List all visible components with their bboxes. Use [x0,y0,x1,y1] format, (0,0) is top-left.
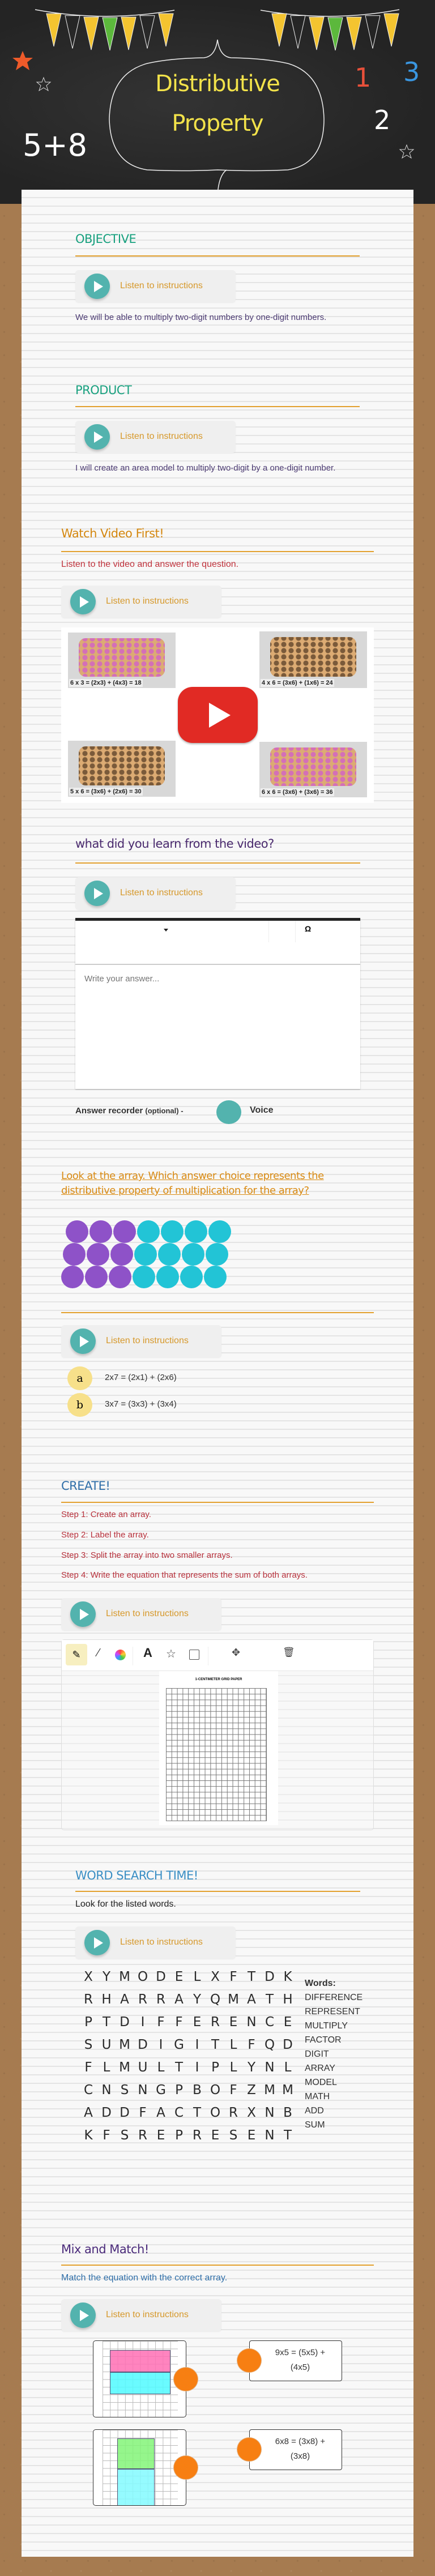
word-search-letter[interactable]: I [195,2037,199,2052]
panel-equation: 4 x 6 = (3x6) + (1x6) = 24 [262,680,333,686]
word-search-letter[interactable]: R [229,2105,238,2120]
word-search-letter[interactable]: F [248,2037,255,2052]
pencil-tool-icon[interactable]: ✎ [66,1644,87,1665]
word-search-letter[interactable]: T [193,2105,202,2120]
word-search-letter[interactable]: A [120,1992,129,2007]
listen-label: Listen to instructions [120,888,203,898]
word-search-letter[interactable]: G [174,2037,184,2052]
listen-label: Listen to instructions [120,281,203,291]
word-search-heading: WORD SEARCH TIME! [75,1869,198,1882]
word-search-letter[interactable]: P [175,2128,183,2143]
youtube-play-icon[interactable] [178,687,258,743]
create-heading: CREATE! [61,1479,110,1493]
array-counter [66,1220,88,1243]
word-search-letter[interactable]: U [101,2037,112,2052]
words-label: Words: [305,1979,336,1988]
word-search-row [79,2015,297,2032]
bunting-flag [46,14,61,46]
array-counter [156,1266,179,1288]
toolbar-divider [268,921,269,942]
equation-card-1[interactable] [249,2340,342,2381]
array-counter [182,1243,204,1266]
equation-text: 9x5 = (5x5) + (4x5) [275,2348,326,2372]
word-search-letter[interactable]: S [229,2128,238,2143]
word-search-letter[interactable]: X [247,2105,256,2120]
word-search-letter[interactable]: S [120,2128,129,2143]
word-search-row [79,2083,297,2100]
word-search-letter[interactable]: F [84,2060,92,2075]
font-dropdown-caret-icon[interactable] [164,929,168,932]
word-search-letter[interactable]: L [284,2060,292,2075]
word-search-letter[interactable]: D [156,1970,166,1984]
star-icon [12,51,33,70]
step-3: Step 3: Split the array into two smaller arrays. [61,1550,233,1560]
word-search-letter[interactable]: R [211,2015,220,2030]
word-search-letter[interactable]: D [120,2105,130,2120]
word-search-letter[interactable]: D [265,1970,275,1984]
word-search-letter[interactable]: N [246,2015,257,2030]
green-region [117,2438,155,2469]
word-search-row [79,2037,297,2054]
array-counter [110,1243,133,1266]
word-search-letter[interactable]: O [137,1970,148,1984]
word-search-letter[interactable]: R [193,2128,202,2143]
image-insert-icon[interactable] [189,1650,199,1660]
word-search-letter[interactable]: I [140,2015,145,2030]
word-search-letter[interactable]: E [193,2015,202,2030]
word-search-letter[interactable]: K [283,1970,292,1984]
listen-button[interactable] [61,2299,221,2331]
listen-label: Listen to instructions [106,596,189,606]
video-player[interactable] [61,627,374,803]
header-banner [0,0,435,204]
objective-heading: OBJECTIVE [75,232,137,246]
listen-label: Listen to instructions [120,432,203,441]
play-icon [70,589,96,614]
play-icon [84,274,110,299]
option-a-bubble[interactable]: a [67,1366,92,1390]
word-search-letter[interactable]: U [138,2060,148,2075]
word-search-letter[interactable]: P [84,2015,92,2030]
word-search-row [79,2060,297,2077]
divider [75,862,360,864]
play-icon [70,1328,96,1354]
text-tool-icon[interactable]: A [143,1646,152,1660]
word-search-instruction: Look for the listed words. [75,1899,176,1909]
word-search-row [79,2128,297,2145]
word-list-item: ARRAY [305,2064,335,2073]
word-search-letter[interactable]: M [264,2083,275,2097]
recorder-optional: (optional) - [145,1107,184,1115]
bunting-flag [309,17,324,50]
panel-equation: 5 x 6 = (3x6) + (2x6) = 30 [70,788,142,795]
toolbar-divider [295,921,296,942]
word-search-letter[interactable]: F [139,2105,147,2120]
drawing-toolbar [62,1640,373,1671]
array-counter [89,1220,112,1243]
word-search-letter[interactable]: D [138,2037,148,2052]
play-icon [84,1930,110,1955]
play-icon [70,1601,96,1627]
video-panel [259,742,367,797]
step-4: Step 4: Write the equation that represents the sum of both arrays. [61,1570,308,1580]
word-search-row [79,2105,297,2122]
decor-number-3: 3 [403,57,420,87]
play-icon [70,2302,96,2328]
word-search-letter[interactable]: E [283,2015,292,2030]
answer-input[interactable] [75,966,360,1089]
array-counter [158,1243,181,1266]
word-search-letter[interactable]: P [211,2060,219,2075]
word-search-letter[interactable]: A [247,1992,256,2007]
word-search-letter[interactable]: L [193,1970,201,1984]
bunting-flag [84,17,99,50]
word-search-letter[interactable]: I [195,2060,199,2075]
bunting-flag [365,16,380,49]
word-search-letter[interactable]: T [174,2060,184,2075]
word-search-letter[interactable]: E [211,2128,220,2143]
drawing-canvas[interactable] [61,1639,374,1830]
special-character-button[interactable]: Ω [305,924,312,933]
star-outline-icon [400,145,413,158]
word-search-letter[interactable]: R [138,1992,147,2007]
option-a-text[interactable]: 2x7 = (2x1) + (2x6) [105,1373,177,1382]
word-search-letter[interactable]: L [157,2060,165,2075]
cyan-region [117,2469,155,2506]
word-search-letter[interactable]: N [265,2105,275,2120]
cyan-region [110,2372,170,2394]
word-search-letter[interactable]: T [265,1992,274,2007]
word-search-letter[interactable]: M [228,1992,239,2007]
grid-paper-image [159,1671,278,1825]
array-counter [204,1266,227,1288]
word-search-letter[interactable]: Y [102,1970,111,1984]
move-tool-icon[interactable]: ✥ [232,1647,241,1658]
array-counter [133,1266,155,1288]
word-search-letter[interactable]: P [175,2083,183,2097]
panel-equation: 6 x 6 = (3x6) + (3x6) = 36 [262,789,333,796]
editor-toolbar [75,921,360,965]
array-counter [85,1266,108,1288]
word-search-letter[interactable]: N [101,2083,112,2097]
array-counter [180,1266,203,1288]
listen-label: Listen to instructions [106,1336,189,1345]
title-line-1: Distributive [155,71,280,97]
array-counter [63,1243,86,1266]
word-search-letter[interactable]: H [101,1992,112,2007]
word-search-letter[interactable]: A [174,1992,184,2007]
star-stamp-icon[interactable]: ☆ [166,1648,176,1660]
voice-record-button[interactable] [216,1100,241,1124]
product-text: I will create an area model to multiply two-digit by a one-digit number. [75,463,336,473]
word-search-letter[interactable]: M [119,2060,130,2075]
word-search-letter[interactable]: H [283,1992,293,2007]
video-instruction: Listen to the video and answer the question. [61,559,239,569]
bunting-flag [103,18,117,50]
grid-lines [166,1688,267,1821]
bunting-decoration [0,0,435,204]
video-heading: Watch Video First! [61,527,164,540]
bunting-flag [65,16,80,49]
option-b-text[interactable]: 3x7 = (3x3) + (3x4) [105,1399,177,1409]
listen-button[interactable] [61,1598,221,1630]
bunting-flag [140,16,155,49]
match-connector-dot[interactable] [237,2437,262,2462]
divider [75,255,360,257]
word-search-letter[interactable]: T [247,1970,256,1984]
recorder-label-text: Answer recorder [75,1106,143,1116]
divider [75,1891,360,1892]
word-search-letter[interactable]: D [120,2015,130,2030]
word-list-item: SUM [305,2120,325,2130]
mix-match-heading: Mix and Match! [61,2242,149,2256]
array-counter [134,1243,157,1266]
bunting-flag [384,14,399,46]
word-search-letter[interactable]: D [101,2105,112,2120]
word-list-item: MATH [305,2092,330,2101]
word-search-letter[interactable]: F [157,2015,165,2030]
array-question-heading: Look at the array. Which answer choice represents the distributive property of multiplication for the array? [61,1170,324,1197]
word-search-letter[interactable]: F [229,2083,237,2097]
word-search-letter[interactable]: S [120,2083,129,2097]
array-card-2[interactable] [93,2429,186,2506]
bunting-flag [121,17,136,50]
word-search-letter[interactable]: K [84,2128,93,2143]
array-counter [87,1243,109,1266]
word-search-letter[interactable]: X [84,1970,93,1984]
option-b-bubble[interactable]: b [67,1393,92,1417]
listen-button[interactable] [61,586,221,618]
word-search-letter[interactable]: R [84,1992,93,2007]
bunting-flag [328,18,343,50]
word-search-letter[interactable]: Q [264,2037,275,2052]
product-heading: PRODUCT [75,383,132,397]
counter-array-image [61,1220,231,1287]
match-connector-dot[interactable] [173,2455,198,2480]
listen-button[interactable] [61,1325,221,1357]
word-list-item: DIFFERENCE [305,1993,363,2002]
mix-match-instruction: Match the equation with the correct array. [61,2273,228,2283]
word-search-letter[interactable]: O [210,2105,221,2120]
voice-label: Voice [250,1105,274,1115]
word-search-letter[interactable]: M [119,1970,130,1984]
brush-tool-icon[interactable]: ⁄ [97,1647,100,1659]
word-search-letter[interactable]: N [265,2128,275,2143]
word-search-letter[interactable]: O [210,2083,221,2097]
learn-heading: what did you learn from the video? [75,837,274,851]
word-search-letter[interactable]: E [156,2128,165,2143]
word-list-item: DIGIT [305,2049,329,2059]
match-connector-dot[interactable] [237,2348,262,2373]
trash-icon[interactable]: 🗑 [283,1647,295,1657]
array-counter [137,1220,160,1243]
word-search-letter[interactable]: N [138,2083,148,2097]
divider [61,551,374,552]
array-counter [161,1220,184,1243]
divider [61,2265,374,2266]
listen-label: Listen to instructions [120,1937,203,1947]
array-counter [208,1220,231,1243]
step-2: Step 2: Label the array. [61,1530,149,1540]
word-search-letter[interactable]: C [83,2083,93,2097]
word-search-letter[interactable]: M [119,2037,130,2052]
word-search-letter[interactable]: Y [193,1992,202,2007]
word-list-item: MODEL [305,2078,337,2087]
play-icon [84,881,110,906]
listen-label: Listen to instructions [106,2310,189,2319]
word-search-letter[interactable]: I [159,2037,163,2052]
title-frame [109,40,324,171]
bunting-flag [347,17,361,50]
word-search-letter[interactable]: F [175,2015,183,2030]
word-search-letter[interactable]: F [103,2128,110,2143]
word-search-letter[interactable]: B [193,2083,202,2097]
equation-card-2[interactable] [249,2429,342,2470]
word-search-letter[interactable]: A [84,2105,93,2120]
array-counter [109,1266,131,1288]
word-search-row [79,1970,297,1987]
word-search-letter[interactable]: Y [247,2060,256,2075]
listen-button[interactable] [75,270,236,302]
word-search-letter[interactable]: L [229,2037,237,2052]
word-search-letter[interactable]: T [283,2128,292,2143]
word-list-item: REPRESENT [305,2007,360,2017]
decor-number-2: 2 [374,105,391,135]
panel-equation: 6 x 3 = (2x3) + (4x3) = 18 [70,680,142,686]
word-search-letter[interactable]: R [156,1992,165,2007]
recorder-label [75,1106,184,1116]
listen-button[interactable] [75,421,236,453]
word-search-letter[interactable]: E [229,2015,238,2030]
word-search-letter[interactable]: G [156,2083,166,2097]
listen-button[interactable] [75,877,236,909]
word-search-letter[interactable]: B [283,2105,292,2120]
grid-paper-title: 1-CENTIMETER GRID PAPER [195,1678,242,1681]
word-search-letter[interactable]: N [265,2060,275,2075]
word-search-letter[interactable]: X [211,1970,220,1984]
bunting-flag [291,16,305,49]
word-search-letter[interactable]: D [283,2037,293,2052]
pink-region [110,2350,170,2372]
word-search-letter[interactable]: R [138,2128,147,2143]
array-counter [61,1266,84,1288]
answer-editor [75,918,360,1089]
array-counter [113,1220,136,1243]
divider [61,1502,374,1503]
word-search-letter[interactable]: T [102,2015,111,2030]
array-card-1[interactable] [93,2340,186,2417]
word-search-letter[interactable]: E [174,1970,184,1984]
video-panel [68,633,176,688]
bunting-flag [159,14,173,46]
bunting-flag [272,14,287,46]
word-list-item: ADD [305,2106,324,2116]
array-counter [206,1243,228,1266]
word-search-letter[interactable]: A [156,2105,165,2120]
word-search-letter[interactable]: Z [247,2083,256,2097]
word-list-item: FACTOR [305,2035,342,2045]
step-1: Step 1: Create an array. [61,1510,151,1519]
word-search-letter[interactable]: Q [210,1992,221,2007]
video-panel [259,631,367,688]
decor-equation: 5+8 [23,127,87,163]
word-search-letter[interactable]: S [84,2037,93,2052]
listen-label: Listen to instructions [106,1609,189,1618]
equation-text: 6x8 = (3x8) + (3x8) [275,2437,326,2461]
word-search-row [79,1992,297,2009]
word-list-item: MULTIPLY [305,2021,348,2031]
play-icon [84,424,110,450]
decor-number-1: 1 [355,62,372,93]
color-picker-icon[interactable] [115,1650,126,1660]
word-search-letter[interactable]: C [265,2015,275,2030]
word-search-letter[interactable]: E [247,2128,256,2143]
title-line-2: Property [172,110,263,136]
word-search-letter[interactable]: F [229,1970,237,1984]
word-search-letter[interactable]: L [229,2060,237,2075]
video-panel [68,741,176,797]
divider [61,1312,374,1313]
listen-button[interactable] [75,1926,236,1959]
word-search-letter[interactable]: T [211,2037,220,2052]
word-search-letter[interactable]: L [103,2060,110,2075]
word-search-letter[interactable]: M [282,2083,293,2097]
array-counter [185,1220,207,1243]
word-search-letter[interactable]: C [174,2105,184,2120]
objective-text: We will be able to multiply two-digit numbers by one-digit numbers. [75,313,327,322]
match-connector-dot[interactable] [173,2367,198,2391]
divider [75,406,360,407]
